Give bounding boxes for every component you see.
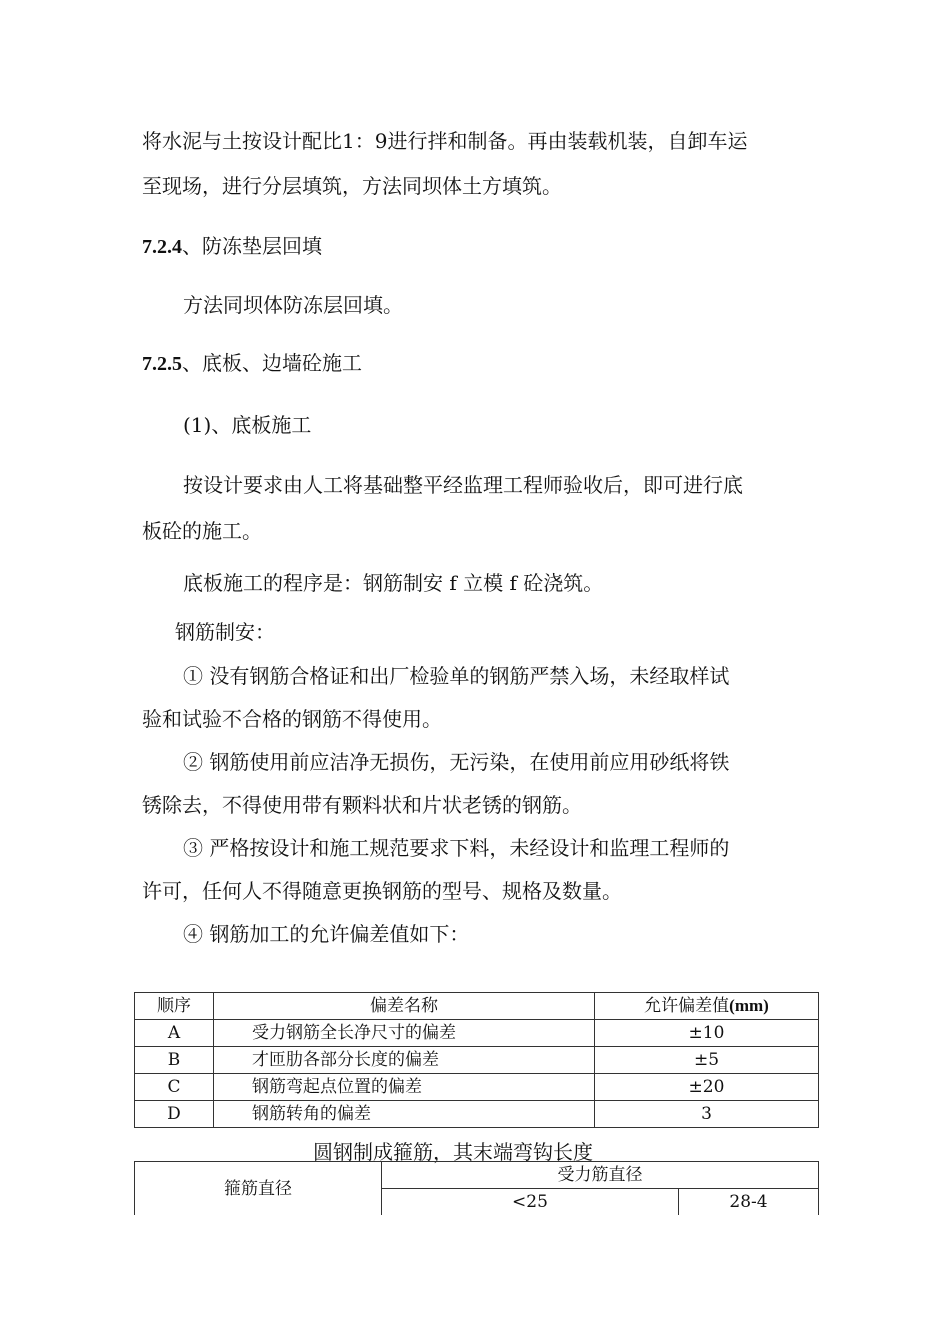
table-header-cell: 顺序 (135, 993, 214, 1020)
table-cell: D (135, 1101, 214, 1128)
table-row (135, 1101, 819, 1128)
paragraph-line: 将水泥与土按设计配比1：9进行拌和制备。再由装载机装，自卸车运 (142, 129, 748, 153)
list-item-line: 验和试验不合格的钢筋不得使用。 (142, 707, 442, 731)
table-cell: C (135, 1074, 214, 1101)
table-cell: ±20 (595, 1074, 819, 1101)
tolerance-table (134, 992, 819, 1128)
paragraph-line: 按设计要求由人工将基础整平经监理工程师验收后，即可进行底 (183, 473, 743, 497)
section-heading-7-2-5 (142, 350, 362, 377)
table-header-cell: 偏差名称 (214, 993, 595, 1020)
stirrup-table (134, 1161, 819, 1215)
table-row (135, 1047, 819, 1074)
list-item-line: ② 钢筋使用前应洁净无损伤，无污染，在使用前应用砂纸将铁 (183, 750, 730, 774)
table-cell: 3 (595, 1101, 819, 1128)
subheading: (1)、底板施工 (183, 413, 312, 437)
header-unit: (mm) (729, 996, 769, 1015)
paragraph-line: 至现场，进行分层填筑，方法同坝体土方填筑。 (142, 174, 562, 198)
table-header-row (135, 1162, 819, 1189)
table-cell: 受力钢筋全长净尺寸的偏差 (214, 1020, 595, 1047)
list-item-line: ① 没有钢筋合格证和出厂检验单的钢筋严禁入场，未经取样试 (183, 664, 730, 688)
header-text: 允许偏差值 (644, 996, 730, 1016)
table-cell: 才匝肋各部分长度的偏差 (214, 1047, 595, 1074)
table-cell: 钢筋弯起点位置的偏差 (214, 1074, 595, 1101)
paragraph-line: 底板施工的程序是：钢筋制安 f 立模 f 砼浇筑。 (183, 571, 604, 595)
table-cell: A (135, 1020, 214, 1047)
table-header-row (135, 993, 819, 1020)
paragraph-line: 方法同坝体防冻层回填。 (183, 293, 403, 317)
section-number: 7.2.5 (142, 353, 182, 375)
table-header-cell: 28-4 (679, 1189, 819, 1216)
table-header-cell: <25 (382, 1189, 679, 1216)
table-header-cell: 受力筋直径 (382, 1162, 819, 1189)
list-item-line: ③ 严格按设计和施工规范要求下料，未经设计和监理工程师的 (183, 836, 730, 860)
table-cell: ±10 (595, 1020, 819, 1047)
table-cell: ±5 (595, 1047, 819, 1074)
table-cell: 钢筋转角的偏差 (214, 1101, 595, 1128)
section-heading-7-2-4 (142, 233, 322, 260)
section-number: 7.2.4 (142, 236, 182, 258)
table-row (135, 1074, 819, 1101)
list-item-line: 锈除去，不得使用带有颗料状和片状老锈的钢筋。 (142, 793, 582, 817)
table-cell: B (135, 1047, 214, 1074)
table-header-cell: 箍筋直径 (135, 1162, 382, 1216)
paragraph-line: 板砼的施工。 (142, 519, 262, 543)
section-title: 、防冻垫层回填 (182, 234, 322, 258)
table-row (135, 1020, 819, 1047)
list-item-line: ④ 钢筋加工的允许偏差值如下： (183, 922, 470, 946)
section-title: 、底板、边墙砼施工 (182, 351, 362, 375)
list-item-line: 许可，任何人不得随意更换钢筋的型号、规格及数量。 (142, 879, 622, 903)
table-header-cell (595, 993, 819, 1020)
paragraph-line: 钢筋制安： (175, 620, 275, 644)
table-caption: 圆钢制成箍筋，其末端弯钩长度 (313, 1140, 593, 1164)
